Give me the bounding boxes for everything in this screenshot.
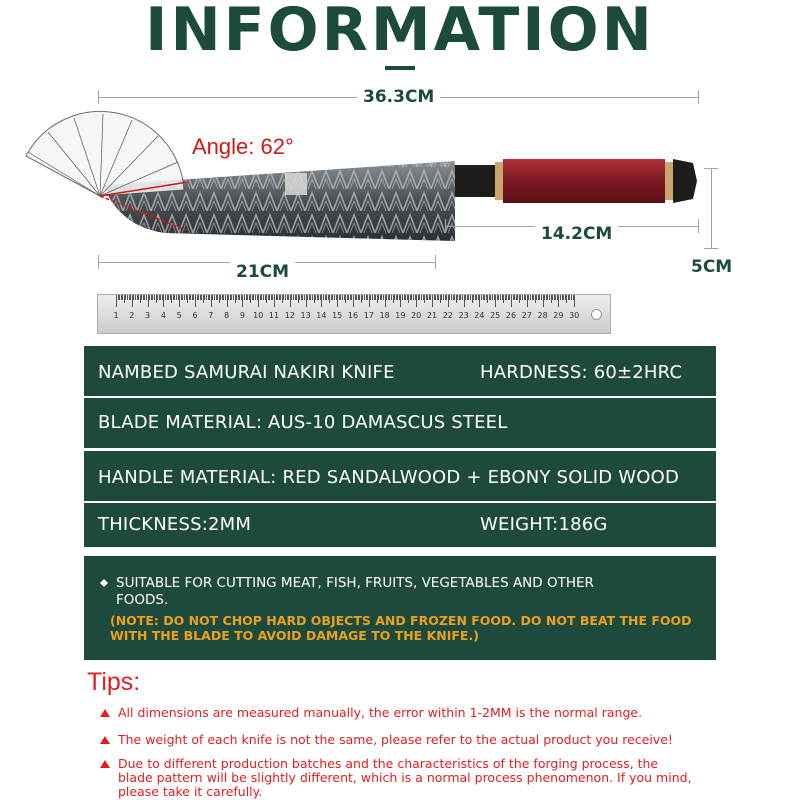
warning-triangle-icon (100, 709, 110, 717)
ruler-number: 19 (395, 311, 406, 320)
ruler-number: 11 (268, 311, 280, 320)
ruler-number: 16 (347, 311, 359, 320)
protractor-icon (8, 110, 188, 250)
spec-bar-thickness (84, 503, 716, 547)
ruler-number: 5 (176, 311, 182, 320)
tip-2: The weight of each knife is not the same, please refer to the actual product you receive! (118, 732, 673, 747)
ruler-number: 22 (442, 311, 453, 320)
ruler-tick (574, 295, 575, 307)
ruler-number: 4 (160, 311, 166, 320)
ruler-number: 14 (316, 311, 327, 320)
ruler-number: 27 (521, 311, 532, 320)
warning-triangle-icon (100, 736, 110, 744)
ruler-number: 13 (300, 311, 311, 320)
blade-length-label: 21CM (230, 262, 295, 282)
feature-line-1: SUITABLE FOR CUTTING MEAT, FISH, FRUITS, VEGETABLES AND OTHER (116, 575, 594, 591)
ruler-number: 8 (224, 311, 230, 320)
ruler-number: 6 (192, 311, 198, 320)
tips-title: Tips: (87, 668, 141, 696)
ruler-number: 12 (284, 311, 295, 320)
ruler-number: 23 (458, 311, 469, 320)
handle-length-cap-right (698, 219, 699, 233)
ruler-number: 24 (474, 311, 485, 320)
ruler-image (97, 294, 611, 334)
tip-3-line-2: blade pattern will be slightly different, which is a normal process phenomenon. If you mind, (118, 770, 692, 785)
width-line (711, 168, 712, 248)
width-label: 5CM (685, 257, 738, 277)
ruler-number: 10 (253, 311, 264, 320)
ruler-number: 2 (129, 311, 135, 320)
spec-bar-blade (84, 398, 716, 448)
blade-material-spec: BLADE MATERIAL: AUS-10 DAMASCUS STEEL (98, 412, 508, 433)
diamond-bullet-icon (100, 579, 108, 587)
ruler-number: 29 (553, 311, 564, 320)
ruler-number: 30 (569, 311, 580, 320)
angle-label: Angle: 62° (192, 134, 294, 159)
feature-line-2: FOODS. (116, 592, 169, 608)
note-line-2: WITH THE BLADE TO AVOID DAMAGE TO THE KNIFE.) (110, 628, 479, 643)
handle-length-cap-left (445, 219, 446, 233)
spec-bar-name (84, 346, 716, 396)
page-title: INFORMATION (145, 0, 655, 65)
total-length-label: 36.3CM (357, 87, 440, 107)
ruler-number: 28 (537, 311, 548, 320)
width-cap-bottom (704, 248, 718, 249)
handle-material-spec: HANDLE MATERIAL: RED SANDALWOOD + EBONY SOLID WOOD (98, 467, 680, 488)
ruler-number: 1 (113, 311, 119, 320)
tip-1: All dimensions are measured manually, the error within 1-2MM is the normal range. (118, 705, 643, 720)
tip-3-line-3: please take it carefully. (118, 784, 263, 799)
blade-length-cap-right (435, 255, 436, 269)
total-length-cap-left (98, 90, 99, 104)
ruler-number: 26 (505, 311, 517, 320)
title-underline (385, 66, 415, 70)
warning-triangle-icon (100, 760, 110, 768)
ruler-hole (591, 309, 602, 320)
spec-bar-handle (84, 451, 716, 501)
ruler-number: 17 (363, 311, 374, 320)
handle-length-label: 14.2CM (535, 224, 618, 244)
weight-spec: WEIGHT:186G (480, 514, 608, 535)
ruler-number: 9 (239, 311, 245, 320)
hardness-spec: HARDNESS: 60±2HRC (480, 362, 683, 383)
ruler-number: 3 (145, 311, 151, 320)
ruler-number: 21 (426, 311, 438, 320)
ruler-number: 20 (411, 311, 422, 320)
ruler-number: 7 (208, 311, 214, 320)
ruler-number: 15 (332, 311, 343, 320)
features-box (84, 556, 716, 660)
total-length-cap-right (698, 90, 699, 104)
knife-name: NAMBED SAMURAI NAKIRI KNIFE (98, 362, 395, 383)
thickness-spec: THICKNESS:2MM (98, 514, 252, 535)
ruler-number: 18 (379, 311, 390, 320)
ruler-number: 25 (490, 311, 501, 320)
tip-3-line-1: Due to different production batches and the characteristics of the forging process, the (118, 756, 659, 771)
note-line-1: (NOTE: DO NOT CHOP HARD OBJECTS AND FROZEN FOOD. DO NOT BEAT THE FOOD (110, 613, 692, 628)
blade-length-cap-left (98, 255, 99, 269)
width-cap-top (704, 168, 718, 169)
